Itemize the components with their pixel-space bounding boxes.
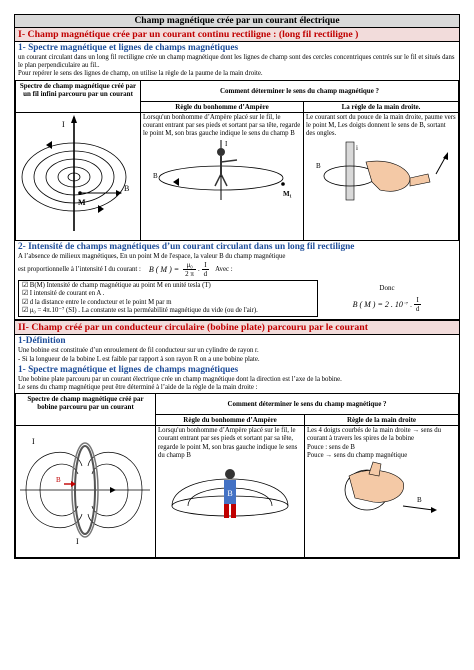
subsection-1-2-heading: 2- Intensité de champs magnétiques d’un courant circulant dans un long fil rectiligne	[18, 241, 355, 252]
current-label: I	[76, 537, 79, 547]
definitions-list	[18, 280, 318, 318]
final-formula-dot: .	[410, 300, 412, 309]
right-hand-rule-text: Le courant sort du pouce de la main droite, paume vers le point M, Les doigts donnent le sens de B, sortant des ongles.	[306, 113, 456, 138]
table-header-ampere: Règle du bonhomme d’Ampère	[141, 101, 304, 112]
subsection-2-2-heading: 1- Spectre magnétique et lignes de champs magnétiques	[18, 364, 239, 375]
point-m1-label: M₁	[283, 190, 292, 199]
field-vector-label: B	[227, 489, 233, 499]
formula-b-left: B ( M ) =	[148, 264, 180, 274]
formula-fraction-1	[183, 261, 196, 278]
field-table-1	[15, 80, 459, 241]
formula-denominator-d: d	[203, 270, 208, 279]
subsection-2-1-heading: 1-Définition	[18, 336, 66, 347]
ampere-rule-text: Lorsqu'un bonhomme d’Ampère placé sur le fil, le courant entrant par ses pieds et sortant par sa tête, regarde le point M, son bras gauche indique le sens du champ B	[158, 427, 298, 459]
definition-item: ☑ μ₀ = 4π.10⁻⁷ (SI) . La constante est la perméabilité magnétique du vide (ou de l'air).	[22, 307, 258, 315]
ampere-man-figure	[143, 138, 301, 202]
table-header-right-hand: Règle de la main droite	[305, 415, 459, 426]
definition-item: ☑ B(M) Intensité de champ magnétique au point M en unité tesla (T)	[22, 281, 211, 289]
definitions-block	[15, 279, 459, 320]
final-formula-left: B ( M ) = 2 . 10	[352, 300, 403, 310]
section-1-heading: I- Champ magnétique crée par un courant continu rectiligne : (long fil rectiligne )	[15, 28, 459, 42]
paragraph: Une bobine plate parcouru par un courant électrique crée un champ magnétique dont la direction est l’axe de la bobine.	[18, 375, 342, 383]
paragraph: A l’absence de milieux magnétiques, En un point M de l'espace, la valeur B du champ magnétique	[18, 252, 286, 260]
current-label: I	[62, 119, 65, 129]
coil-field-lines-figure	[16, 426, 154, 552]
table-header-spectre: Spectre de champ magnétique créé par bobine parcouru par un courant	[16, 394, 156, 426]
current-label: i	[356, 144, 358, 153]
table-header-question: Comment déterminer le sens du champ magnétique ?	[156, 394, 459, 415]
paragraph: est proportionnelle à l’intensité I du courant :	[18, 265, 141, 273]
paragraph: - Si la longueur de la bobine L est faible par rapport à son rayon R on a une bobine plate.	[18, 355, 260, 363]
formula-numerator: μ₀	[186, 261, 193, 270]
section-2-heading: II- Champ créé par un conducteur circulaire (bobine plate) parcouru par le courant	[15, 320, 459, 335]
formula-fraction-2	[202, 261, 210, 278]
field-vector-label: B	[316, 162, 321, 171]
spectre-figure-cell	[16, 112, 141, 240]
formula-numerator-i: I	[204, 261, 207, 270]
formula-line: est proportionnelle à l’intensité I du courant : B ( M ) = $\frac{\text{μ₀}}{2 \pi}$ . $\frac{I}{d}$ Avec :	[18, 261, 233, 279]
right-hand-rule-cell	[305, 426, 459, 558]
final-formula-numerator: I	[416, 296, 419, 305]
current-label: I	[225, 140, 228, 149]
coil-spectre-figure-cell	[16, 426, 156, 558]
field-table-2	[15, 393, 459, 558]
definition-item: ☑ I intensité de courant en A .	[22, 290, 105, 298]
right-hand-rule-cell	[304, 112, 459, 240]
current-label: I	[32, 437, 35, 447]
section-2	[15, 320, 459, 558]
final-formula-denominator: d	[415, 305, 420, 314]
document-frame	[14, 14, 460, 559]
ampere-rule-cell	[156, 426, 305, 558]
definition-item: ☑ d la distance entre le conducteur et le point M par m	[22, 298, 172, 306]
formula-denominator: 2 π	[185, 270, 194, 279]
ampere-man-coil-figure	[158, 460, 302, 526]
subsection-1-1-heading: 1- Spectre magnétique et lignes de champs magnétiques	[18, 43, 239, 53]
point-label: M	[78, 197, 86, 207]
table-header-right-hand: La règle de la main droite.	[304, 101, 459, 112]
right-hand-figure	[306, 138, 456, 204]
concentric-field-lines-figure	[16, 113, 140, 235]
right-hand-rule-text-3: Pouce → sens du champ magnétique	[307, 451, 408, 459]
table-header-spectre: Spectre de champ magnétique créé par un fil infini parcouru par un courant	[16, 80, 141, 112]
avec-label: Avec :	[215, 265, 233, 273]
final-formula-block	[318, 280, 456, 318]
table-header-question: Comment déterminer le sens du champ magnétique ?	[141, 80, 459, 101]
paragraph: un courant circulant dans un long fil rectiligne crée un champ magnétique dont les lignes de champ sont des cercles concentriques centrés sur le fil et situés dans le plan perpendiculaire au fil..	[18, 54, 455, 70]
field-vector-label: B	[417, 496, 422, 505]
paragraph: Pour repérer le sens des lignes de champ, on utilise la règle de la paume de la main droite.	[18, 70, 263, 78]
page-title: Champ magnétique crée par un courant électrique	[15, 15, 459, 28]
table-header-ampere: Règle du bonhomme d’Ampère	[156, 415, 305, 426]
paragraph: Le sens du champ magnétique peut être déterminé à l’aide de la règle de la main droite :	[18, 384, 258, 392]
ampere-rule-cell	[141, 112, 304, 240]
donc-label: Donc	[379, 284, 395, 293]
field-vector-label: B	[124, 183, 130, 193]
field-vector-label: B	[153, 172, 158, 181]
right-hand-rule-text: Les 4 doigts courbés de la main droite → sens du courant à travers les spires de la bobine	[307, 427, 442, 443]
section-1	[15, 28, 459, 320]
right-hand-rule-text-2: Pouce : sens de B	[307, 443, 355, 451]
final-formula-exponent: ⁻⁷	[402, 302, 409, 309]
final-formula-fraction	[414, 296, 422, 313]
right-hand-coil-figure	[307, 460, 455, 516]
paragraph: Une bobine est constituée d’un enroulement de fil conducteur sur un cylindre de rayon r.	[18, 347, 259, 355]
final-formula	[353, 296, 422, 313]
field-vector-label: B	[56, 476, 61, 485]
ampere-rule-text: Lorsqu'un bonhomme d’Ampère placé sur le fil, le courant entrant par ses pieds et sortant par sa tête, regarde le point M, son bras gauche indique le sens du champ B	[143, 113, 301, 138]
